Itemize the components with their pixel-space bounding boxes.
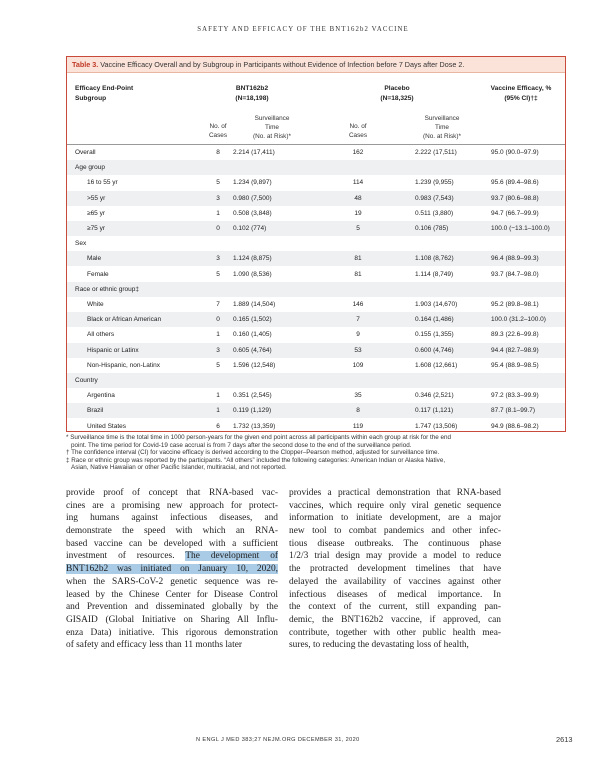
- footnote-3-cont: Asian, Native Hawaiian or other Pacific Islander, multiracial, and not reported.: [71, 464, 287, 472]
- table-row: [67, 221, 565, 236]
- table-row: [67, 206, 565, 221]
- row-label: >55 yr: [87, 194, 106, 202]
- vaccine-surveillance: 1.889 (14,504): [233, 301, 276, 308]
- row-label: Non-Hispanic, non-Latinx: [87, 361, 160, 369]
- text-line: sures, to reducing the devastating loss of health,: [289, 640, 469, 651]
- row-label: ≥65 yr: [87, 209, 106, 217]
- subheader-surv-2b: Time: [435, 124, 449, 131]
- vaccine-efficacy: 87.7 (8.1–99.7): [491, 407, 536, 415]
- placebo-surveillance: 1.108 (8,762): [415, 255, 454, 263]
- text-line: the protracted development timelines that have: [289, 564, 501, 575]
- row-label: Race or ethnic group‡: [75, 285, 139, 293]
- vaccine-efficacy: 96.4 (88.9–99.3): [491, 255, 539, 263]
- placebo-surveillance: 0.106 (785): [415, 225, 449, 232]
- vaccine-efficacy: 97.2 (83.3–99.9): [491, 392, 539, 400]
- header-efficacy-ci: (95% CI)†‡: [504, 95, 538, 102]
- placebo-surveillance: 0.155 (1,355): [415, 331, 454, 339]
- vaccine-efficacy: 93.7 (84.7–98.0): [491, 270, 539, 278]
- vaccine-efficacy: 94.9 (88.6–98.2): [491, 422, 539, 430]
- vaccine-efficacy: 94.7 (66.7–99.9): [491, 209, 539, 217]
- vaccine-cases: 5: [216, 361, 220, 369]
- body-column-right: [289, 487, 501, 652]
- vaccine-efficacy: 93.7 (80.6–98.8): [491, 194, 539, 202]
- placebo-cases: 8: [356, 407, 360, 415]
- table-row: [67, 282, 565, 297]
- text-line: [66, 563, 278, 576]
- text-line: new tool to combat pandemics and other infec-: [289, 526, 501, 537]
- vaccine-cases: 6: [216, 422, 220, 430]
- vaccine-surveillance: 0.508 (3,848): [233, 209, 272, 217]
- vaccine-surveillance: 0.160 (1,405): [233, 331, 272, 339]
- subheader-cases-1b: Cases: [208, 132, 228, 139]
- text-line: and Prevention and disseminated globally by the: [66, 602, 278, 613]
- row-label: United States: [87, 422, 127, 430]
- placebo-surveillance: 0.164 (1,486): [415, 316, 454, 324]
- vaccine-surveillance: 0.102 (774): [233, 225, 267, 232]
- vaccine-cases: 8: [216, 149, 220, 156]
- text-line: demonstrate the speed with which an RNA-: [66, 526, 278, 537]
- vaccine-surveillance: 1.124 (8,875): [233, 255, 272, 263]
- table-row: [67, 343, 565, 358]
- placebo-surveillance: 1.903 (14,670): [415, 301, 458, 308]
- text-line: ing humans against infectious diseases, and: [66, 513, 278, 524]
- vaccine-surveillance: 1.234 (9,897): [233, 179, 272, 187]
- placebo-cases: 19: [354, 209, 362, 217]
- vaccine-efficacy: 100.0 (−13.1–100.0): [491, 225, 550, 232]
- text-line: provide proof of concept that RNA-based vac-: [66, 488, 278, 498]
- vaccine-cases: 1: [216, 331, 220, 339]
- vaccine-cases: 0: [216, 316, 220, 324]
- vaccine-cases: 7: [216, 301, 220, 308]
- row-label: Argentina: [87, 392, 115, 400]
- vaccine-cases: 1: [216, 209, 220, 217]
- table-row: [67, 267, 565, 282]
- vaccine-efficacy: 89.3 (22.6–99.8): [491, 331, 539, 339]
- table-3: [66, 56, 566, 432]
- highlighted-text[interactable]: BNT162b2 was initiated on January 10, 2020,: [66, 564, 278, 575]
- text-line: delayed the availability of vaccines against other: [289, 576, 501, 587]
- text-line: when the SARS-CoV-2 genetic sequence was re-: [66, 576, 278, 587]
- table-row: [67, 419, 565, 434]
- header-endpoint: Efficacy End-Point: [75, 85, 134, 92]
- vaccine-surveillance: 1.596 (12,548): [233, 361, 276, 369]
- placebo-cases: 146: [352, 301, 364, 308]
- header-efficacy: Vaccine Efficacy, %: [490, 85, 552, 92]
- placebo-surveillance: 0.117 (1,121): [415, 407, 454, 415]
- highlighted-text[interactable]: The development of: [185, 551, 278, 562]
- table-footnotes: [66, 434, 572, 472]
- vaccine-cases: 3: [216, 255, 220, 263]
- text-line: vaccines, which require only viral genetic sequence: [289, 500, 501, 511]
- placebo-cases: 7: [356, 316, 360, 324]
- footnote-1-cont: point. The time period for Covid-19 case accrual is from 7 days after the second dose to the end of the surveillance period.: [71, 441, 412, 449]
- table-row: [67, 160, 565, 175]
- subheader-surv-1b: Time: [265, 124, 279, 131]
- vaccine-efficacy: 95.2 (89.8–98.1): [491, 301, 539, 308]
- text-line: contribute, together with other public health mea-: [289, 627, 501, 638]
- text-line: GISAID (Global Initiative on Sharing All Influ-: [66, 614, 278, 625]
- vaccine-efficacy: 95.0 (90.0–97.9): [491, 149, 539, 156]
- text-line: the context of the current, still expanding pan-: [289, 602, 501, 613]
- header-vaccine-n: (N=18,198): [235, 95, 269, 102]
- placebo-surveillance: 1.747 (13,506): [415, 422, 458, 430]
- vaccine-cases: 5: [216, 179, 220, 187]
- running-head: SAFETY AND EFFICACY OF THE BNT162b2 VACCINE: [197, 26, 409, 33]
- placebo-surveillance: 0.346 (2,521): [415, 392, 454, 400]
- placebo-cases: 53: [354, 346, 362, 354]
- row-label: Country: [75, 377, 98, 384]
- placebo-surveillance: 1.239 (9,955): [415, 179, 454, 187]
- vaccine-efficacy: 95.4 (88.9–98.5): [491, 361, 539, 369]
- vaccine-cases: 5: [216, 270, 220, 278]
- vaccine-surveillance: 0.980 (7,500): [233, 194, 272, 202]
- row-label: Male: [87, 255, 102, 263]
- subheader-surv-1c: (No. at Risk)*: [253, 133, 291, 140]
- vaccine-surveillance: 1.090 (8,536): [233, 270, 272, 278]
- vaccine-cases: 1: [216, 392, 220, 400]
- subheader-cases-1: No. of: [209, 123, 227, 130]
- table-row: [67, 312, 565, 327]
- placebo-cases: 162: [352, 149, 364, 156]
- placebo-cases: 5: [356, 225, 360, 232]
- row-label: Black or African American: [87, 316, 162, 324]
- placebo-surveillance: 2.222 (17,511): [415, 149, 457, 156]
- vaccine-surveillance: 0.119 (1,129): [233, 407, 272, 415]
- placebo-cases: 114: [352, 179, 364, 187]
- row-label: 16 to 55 yr: [87, 179, 118, 187]
- vaccine-cases: 3: [216, 194, 220, 202]
- placebo-cases: 119: [352, 422, 364, 430]
- text-line: leased by the Chinese Center for Disease Control: [66, 589, 278, 600]
- body-column-left: [66, 487, 278, 652]
- vaccine-cases: 0: [216, 225, 220, 232]
- row-label: Overall: [75, 149, 96, 156]
- header-placebo-group: Placebo: [384, 85, 410, 92]
- footnote-2: † The confidence interval (CI) for vaccine efficacy is derived according to the Clopper–Pearson method, adjusted for surveillance time.: [66, 449, 440, 457]
- table-row: [67, 251, 565, 266]
- row-label: Sex: [75, 240, 87, 248]
- text-line: of safety and efficacy less than 11 months later: [66, 640, 242, 651]
- row-label: White: [87, 301, 104, 308]
- subheader-surv-2c: (No. at Risk)*: [423, 133, 461, 140]
- placebo-surveillance: 1.608 (12,661): [415, 361, 458, 369]
- text-line: [66, 550, 278, 563]
- vaccine-cases: 3: [216, 346, 220, 354]
- subheader-cases-2b: Cases: [348, 132, 368, 139]
- footnote-1: * Surveillance time is the total time in 1000 person-years for the given end point across all participants within each group at risk for the end: [66, 434, 452, 441]
- table-row: [67, 373, 565, 388]
- text-line: based vaccine can be developed with a sufficient: [66, 538, 278, 549]
- subheader-surv-2: Surveillance: [424, 115, 460, 122]
- vaccine-surveillance: 0.165 (1,502): [233, 316, 272, 324]
- text-line: provides a practical demonstration that RNA-based: [289, 488, 501, 498]
- placebo-surveillance: 0.511 (3,880): [415, 209, 454, 217]
- table-row: [67, 191, 565, 206]
- table-row: [67, 403, 565, 418]
- text-line: infectious diseases of medical importance. In: [289, 589, 501, 600]
- header-placebo-n: (N=18,325): [380, 95, 414, 102]
- subheader-surv-1: Surveillance: [254, 115, 290, 122]
- table-row: [67, 358, 565, 373]
- table-row: [67, 297, 565, 312]
- placebo-cases: 35: [354, 392, 362, 400]
- vaccine-surveillance: 0.351 (2,545): [233, 392, 272, 400]
- text-line: demic, the BNT162b2 vaccine, if approved, can: [289, 614, 501, 625]
- text-line: information to initiate development, are a major: [289, 513, 501, 524]
- vaccine-surveillance: 0.605 (4,764): [233, 346, 272, 354]
- subheader-cases-2: No. of: [349, 123, 367, 130]
- table-row: [67, 236, 565, 251]
- row-label: Brazil: [87, 407, 104, 415]
- footnote-3: ‡ Race or ethnic group was reported by the participants. “All others” included the following categories: American Indian or Alaska Native,: [66, 456, 446, 464]
- placebo-cases: 48: [354, 194, 362, 202]
- text-line: tious disease outbreaks. The continuous phase: [289, 538, 501, 549]
- row-label: ≥75 yr: [87, 225, 106, 232]
- vaccine-surveillance: 1.732 (13,359): [233, 422, 276, 430]
- table-title: Vaccine Efficacy Overall and by Subgroup in Participants without Evidence of Infection before 7 Days after Dose 2.: [98, 60, 465, 69]
- page-number: 2613: [556, 735, 573, 744]
- text-line: 1/2/3 trial design may provide a model to reduce: [289, 551, 501, 562]
- header-vaccine-group: BNT162b2: [235, 85, 269, 92]
- table-row: [67, 327, 565, 342]
- row-label: Female: [87, 270, 109, 278]
- page-footer-citation: N ENGL J MED 383;27 NEJM.ORG DECEMBER 31, 2020: [196, 737, 360, 743]
- row-label: Hispanic or Latinx: [87, 346, 139, 354]
- placebo-cases: 81: [354, 270, 362, 278]
- vaccine-surveillance: 2.214 (17,411): [233, 149, 275, 156]
- table-row: [67, 175, 565, 190]
- placebo-surveillance: 0.600 (4,746): [415, 346, 454, 354]
- placebo-cases: 9: [356, 331, 360, 339]
- table-row: [67, 145, 565, 160]
- placebo-cases: 109: [352, 361, 364, 369]
- row-label: Age group: [75, 164, 105, 172]
- vaccine-efficacy: 94.4 (82.7–98.9): [491, 346, 539, 354]
- vaccine-cases: 1: [216, 407, 220, 415]
- placebo-surveillance: 0.983 (7,543): [415, 194, 454, 202]
- header-subgroup: Subgroup: [75, 95, 107, 102]
- table-row: [67, 388, 565, 403]
- table-caption: [67, 57, 565, 73]
- text-line: cines are a promising new approach for protect-: [66, 500, 278, 511]
- text-run: investment of resources.: [66, 551, 186, 562]
- table-number: Table 3.: [72, 60, 99, 69]
- vaccine-efficacy: 100.0 (31.2–100.0): [491, 316, 546, 324]
- placebo-surveillance: 1.114 (8,749): [415, 270, 454, 278]
- text-line: enza Data) initiative. This rigorous demonstration: [66, 627, 278, 638]
- row-label: All others: [87, 331, 115, 339]
- vaccine-efficacy: 95.6 (89.4–98.6): [491, 179, 539, 187]
- placebo-cases: 81: [354, 255, 362, 263]
